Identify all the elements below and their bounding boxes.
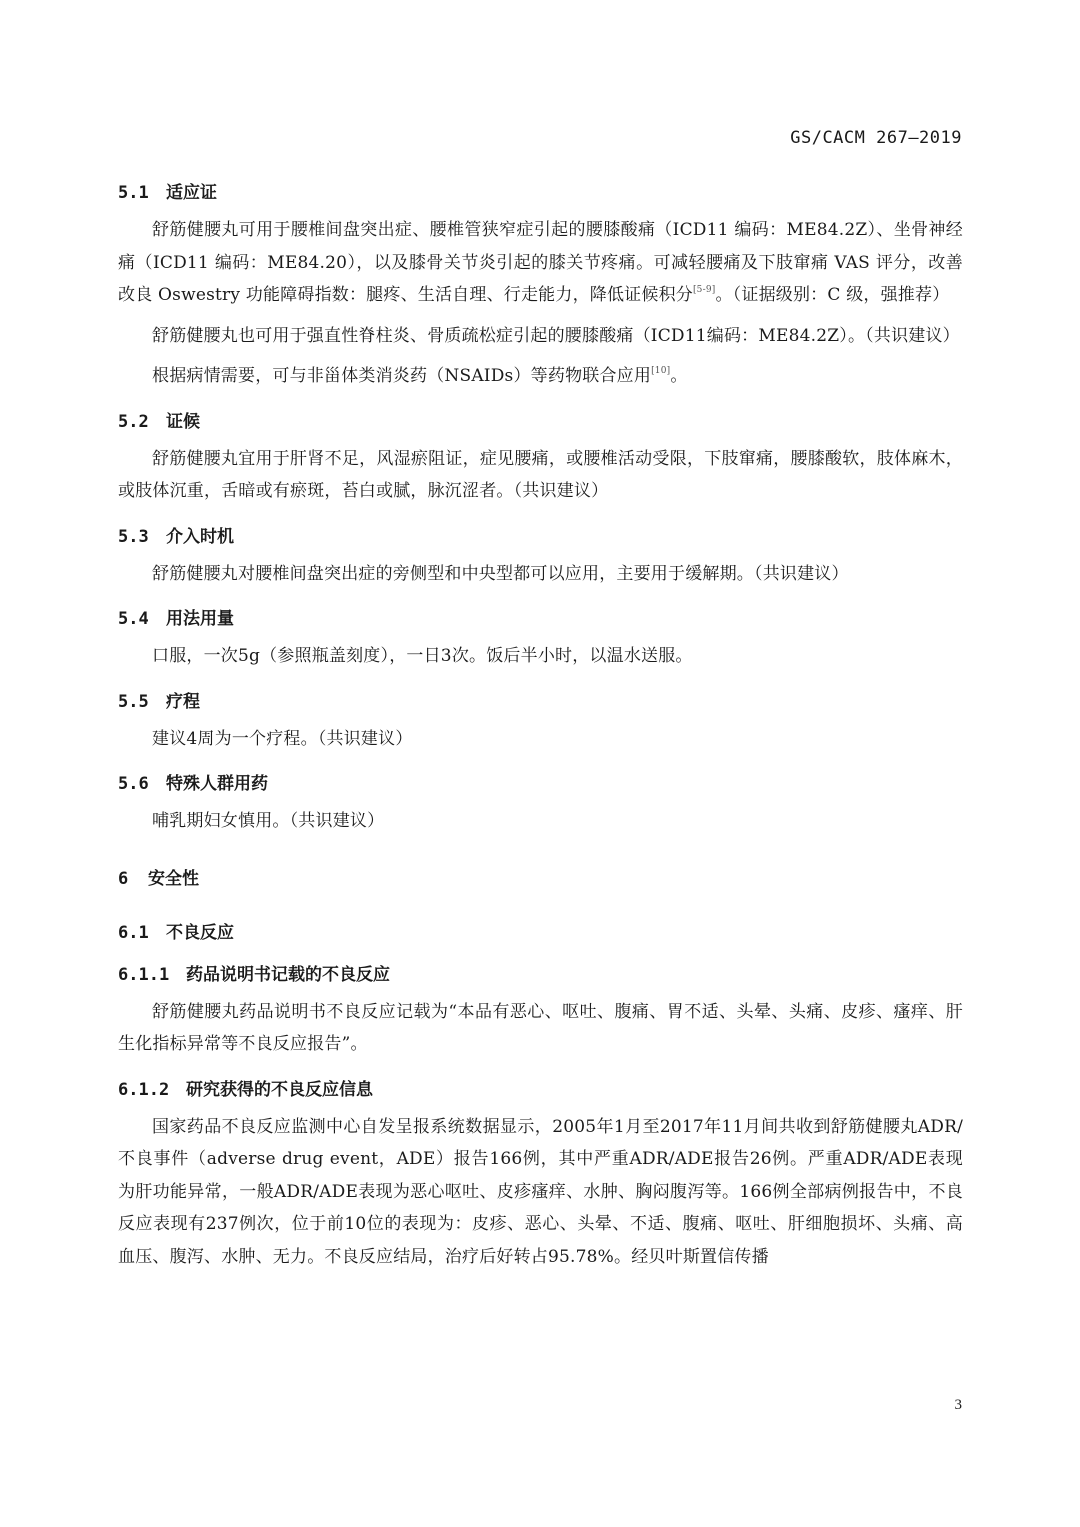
- section-number: 6.1: [118, 922, 149, 943]
- section-title: 药品说明书记载的不良反应: [186, 964, 390, 985]
- section-title: 适应证: [166, 183, 217, 203]
- section-title: 不良反应: [166, 922, 234, 943]
- section-title: 安全性: [148, 868, 199, 889]
- section-title: 证候: [166, 411, 200, 432]
- section-heading-5-2: [118, 401, 963, 443]
- spacer: [118, 900, 963, 912]
- section-title: 用法用量: [166, 609, 234, 629]
- paragraph: 舒筋健腰丸对腰椎间盘突出症的旁侧型和中央型都可以应用，主要用于缓解期。（共识建议）: [152, 563, 849, 584]
- paragraph: 口服，一次5g（参照瓶盖刻度），一日3次。饭后半小时，以温水送服。: [152, 646, 693, 666]
- section-number: 5.4: [118, 609, 149, 629]
- paragraph: 哺乳期妇女慎用。（共识建议）: [152, 811, 385, 831]
- section-heading-5-3: [118, 516, 963, 558]
- paragraph-text: 。: [670, 366, 688, 386]
- section-heading-6: [118, 858, 963, 900]
- paragraph: 舒筋健腰丸也可用于强直性脊柱炎、骨质疏松症引起的腰膝酸痛（ICD11编码：ME84.2Z）。（共识建议）: [152, 325, 960, 346]
- section-number: 5.5: [118, 691, 149, 712]
- section-heading-5-5: [118, 681, 963, 723]
- paragraph: [118, 214, 963, 312]
- section-title: 疗程: [166, 691, 200, 712]
- section-number: 6.1.2: [118, 1079, 170, 1100]
- section-heading-6-1-1: [118, 954, 963, 996]
- paragraph: 舒筋健腰丸药品说明书不良反应记载为“本品有恶心、呕吐、腹痛、胃不适、头晕、头痛、皮疹、瘙痒、肝生化指标异常等不良反应报告”。: [118, 1001, 963, 1054]
- citation-ref: [10]: [651, 366, 671, 376]
- section-title: 介入时机: [166, 526, 234, 547]
- section-title: 研究获得的不良反应信息: [186, 1079, 373, 1100]
- paragraph-text: 根据病情需要，可与非甾体类消炎药（NSAIDs）等药物联合应用: [152, 366, 652, 386]
- document-body: [118, 172, 963, 1281]
- section-heading-5-6: [118, 763, 963, 805]
- section-number: 6.1.1: [118, 964, 170, 985]
- section-number: 5.3: [118, 526, 149, 547]
- section-heading-5-4: [118, 598, 963, 640]
- section-number: 6: [118, 868, 129, 889]
- paragraph: 建议4周为一个疗程。（共识建议）: [152, 728, 413, 749]
- section-heading-5-1: [118, 172, 963, 214]
- section-heading-6-1-2: [118, 1069, 963, 1111]
- section-heading-6-1: [118, 912, 963, 954]
- spacer: [118, 846, 963, 858]
- section-title: 特殊人群用药: [166, 774, 268, 794]
- citation-ref: [5-9]: [692, 285, 716, 295]
- section-number: 5.6: [118, 774, 149, 794]
- paragraph-text: 。（证据级别：C 级，强推荐）: [715, 285, 950, 305]
- paragraph: 舒筋健腰丸宜用于肝肾不足，风湿瘀阻证，症见腰痛，或腰椎活动受限，下肢窜痛，腰膝酸软，肢体麻木，或肢体沉重，舌暗或有瘀斑，苔白或腻，脉沉涩者。（共识建议）: [118, 448, 963, 501]
- section-number: 5.1: [118, 183, 149, 203]
- paragraph-text: 舒筋健腰丸可用于腰椎间盘突出症、腰椎管狭窄症引起的腰膝酸痛（ICD11 编码：ME84.2Z）、坐骨神经痛（ICD11 编码：ME84.20），以及膝骨关节炎引起的膝关节疼痛。可减轻腰痛及下肢窜痛 VAS 评分，改善改良 Oswestry 功能障碍指数：腿疼、生活自理、行走能力，降低证候积分: [118, 220, 963, 305]
- standard-code: GS/CACM 267—2019: [790, 128, 962, 148]
- paragraph: 国家药品不良反应监测中心自发呈报系统数据显示，2005年1月至2017年11月间共收到舒筋健腰丸ADR/不良事件（adverse drug event，ADE）报告166例，其中严重ADR/ADE报告26例。严重ADR/ADE表现为肝功能异常，一般ADR/ADE表现为恶心呕吐、皮疹瘙痒、水肿、胸闷腹泻等。166例全部病例报告中，不良反应表现有237例次，位于前10位的表现为：皮疹、恶心、头晕、不适、腹痛、呕吐、肝细胞损坏、头痛、高血压、腹泻、水肿、无力。不良反应结局，治疗后好转占95.78%。经贝叶斯置信传播: [118, 1116, 963, 1267]
- section-number: 5.2: [118, 411, 149, 432]
- page-number: 3: [954, 1397, 962, 1413]
- paragraph: [118, 360, 963, 393]
